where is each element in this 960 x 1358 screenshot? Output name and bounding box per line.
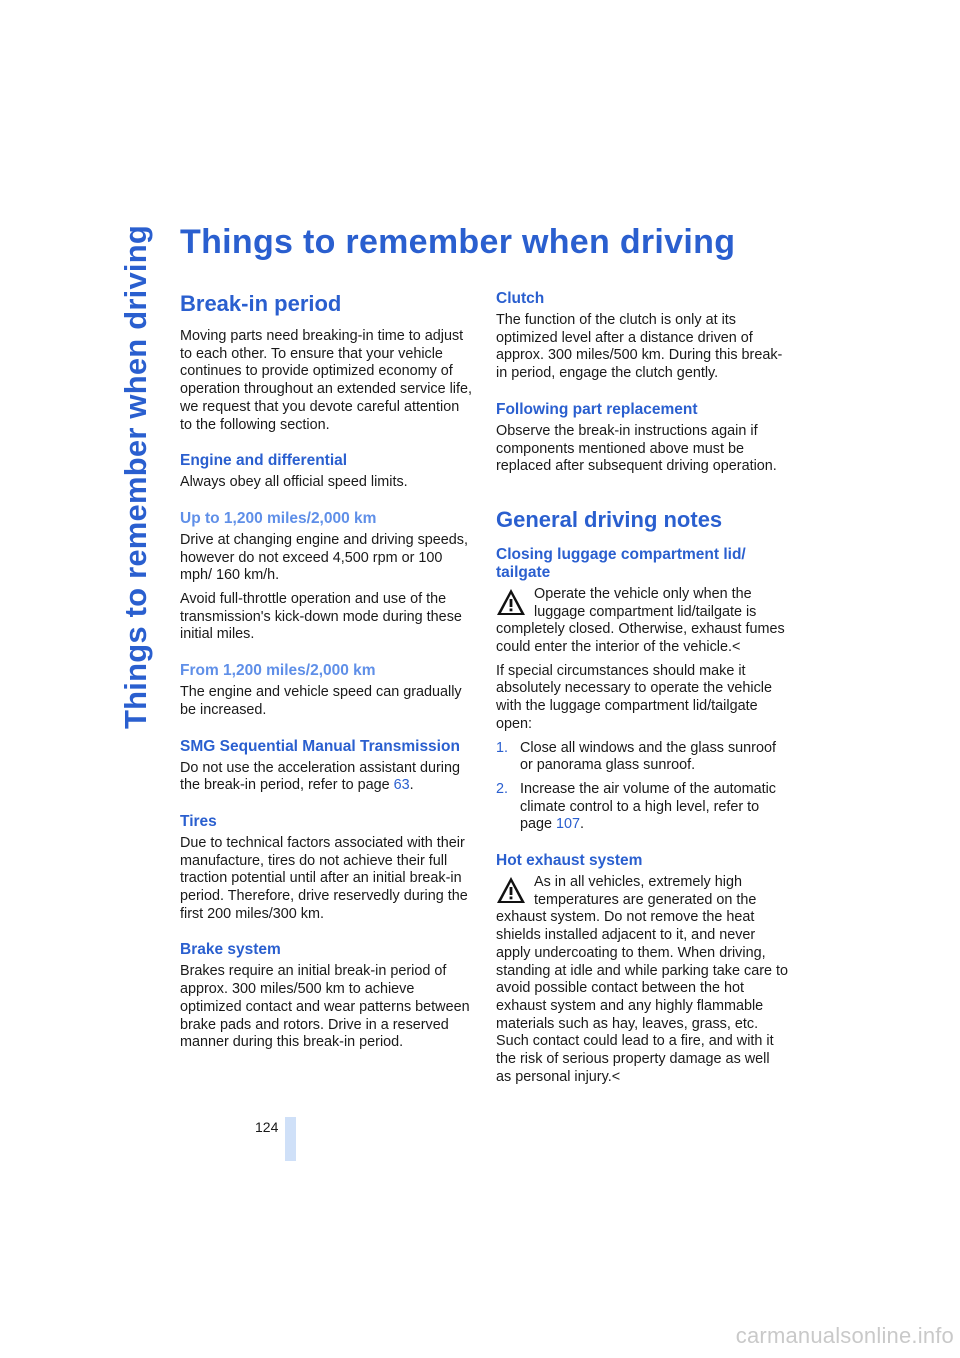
clutch-text: The function of the clutch is only at its optimized level after a distance driven of approx. 300 miles/500 km. During this break-in period, engage the clutch gently.	[496, 312, 783, 382]
smg-heading: SMG Sequential Manual Transmission	[180, 737, 460, 755]
clutch-heading: Clutch	[496, 290, 545, 307]
smg-page-link[interactable]: 63	[393, 777, 410, 794]
page-title: Things to remember when driving	[180, 223, 736, 261]
page-bar	[285, 1117, 296, 1161]
steps-list	[496, 740, 788, 835]
step-text: Close all windows and the glass sunroof or panorama glass sunroof.	[520, 739, 776, 774]
breakin-text: Moving parts need breaking-in time to adjust to each other. To ensure that your vehicle continues to provide optimized economy of operation throughout an extended service life, we request that you devote careful attention to the following section.	[180, 328, 473, 433]
step-number: 2.	[496, 780, 509, 797]
from-text: The engine and vehicle speed can gradually be increased.	[180, 684, 462, 718]
step2-page-link[interactable]: 107	[556, 816, 581, 833]
engine-heading: Engine and differential	[180, 452, 348, 470]
upto-text-2: Avoid full-throttle operation and use of the transmission's kick-down mode during these initial miles.	[180, 591, 462, 643]
general-heading: General driving notes	[496, 506, 723, 532]
smg-paragraph: Do not use the acceleration assistant during the break-in period, refer to page 63.	[180, 759, 460, 794]
side-chapter-title: Things to remember when driving	[118, 225, 153, 729]
end-mark: <	[731, 639, 741, 656]
tires-text: Due to technical factors associated with their manufacture, tires do not achieve their full traction potential until after an initial break-in period. Therefore, drive reservedly during the first 200 miles/300 km.	[180, 834, 468, 922]
closing-warning-text: Operate the vehicle only when the luggage compartment lid/tailgate is completely closed. Otherwise, exhaust fumes could enter the interior of the vehicle.	[496, 585, 785, 656]
smg-text: Do not use the acceleration assistant during the break-in period, refer to page	[180, 759, 460, 794]
warning-triangle-icon	[496, 588, 526, 616]
closing-warning	[496, 586, 788, 657]
special-text: If special circumstances should make it absolutely necessary to operate the vehicle with the luggage compartment lid/tailgate open:	[496, 662, 772, 732]
end-mark: <	[611, 1068, 621, 1085]
brake-text: Brakes require an initial break-in period of approx. 300 miles/500 km to achieve optimized contact and wear patterns between brake pads and rotors. Drive in a reserved manner during this break-in period.	[180, 963, 470, 1051]
brake-heading: Brake system	[180, 941, 281, 959]
list-item	[496, 740, 788, 775]
following-text: Observe the break-in instructions again if components mentioned above must be replaced after subsequent driving operation.	[496, 422, 777, 475]
page-number: 124	[255, 1119, 279, 1135]
list-item: 2. Increase the air volume of the automatic climate control to a high level, refer to page 107.	[496, 780, 776, 833]
right-column	[496, 290, 788, 1093]
from-heading: From 1,200 miles/2,000 km	[180, 662, 376, 680]
left-column	[180, 290, 472, 1058]
breakin-heading: Break-in period	[180, 291, 342, 316]
following-heading: Following part replacement	[496, 400, 698, 418]
upto-text-1: Drive at changing engine and driving speeds, however do not exceed 4,500 rpm or 100 mph/ 160 km/h.	[180, 531, 469, 584]
tires-heading: Tires	[180, 812, 217, 830]
hot-heading: Hot exhaust system	[496, 852, 643, 870]
step-text: Increase the air volume of the automatic climate control to a high level, refer to page	[520, 780, 776, 833]
step-number: 1.	[496, 739, 509, 756]
hot-warning-text: As in all vehicles, extremely high temperatures are generated on the exhaust system. Do not remove the heat shields installed adjacent to it, and never apply undercoating to them. When driving, standing at idle and while parking take care to avoid possible contact between the hot exhaust system and any highly flammable materials such as hay, leaves, grass, etc. Such contact could lead to a fire, and with it the risk of serious property damage as well as personal injury.	[496, 874, 788, 1085]
closing-heading: Closing luggage compartment lid/ tailgate	[496, 545, 746, 581]
engine-text: Always obey all official speed limits.	[180, 474, 408, 491]
upto-heading: Up to 1,200 miles/2,000 km	[180, 509, 377, 527]
watermark: carmanualsonline.info	[735, 1323, 954, 1348]
warning-triangle-icon	[496, 876, 526, 904]
hot-warning	[496, 874, 788, 1086]
